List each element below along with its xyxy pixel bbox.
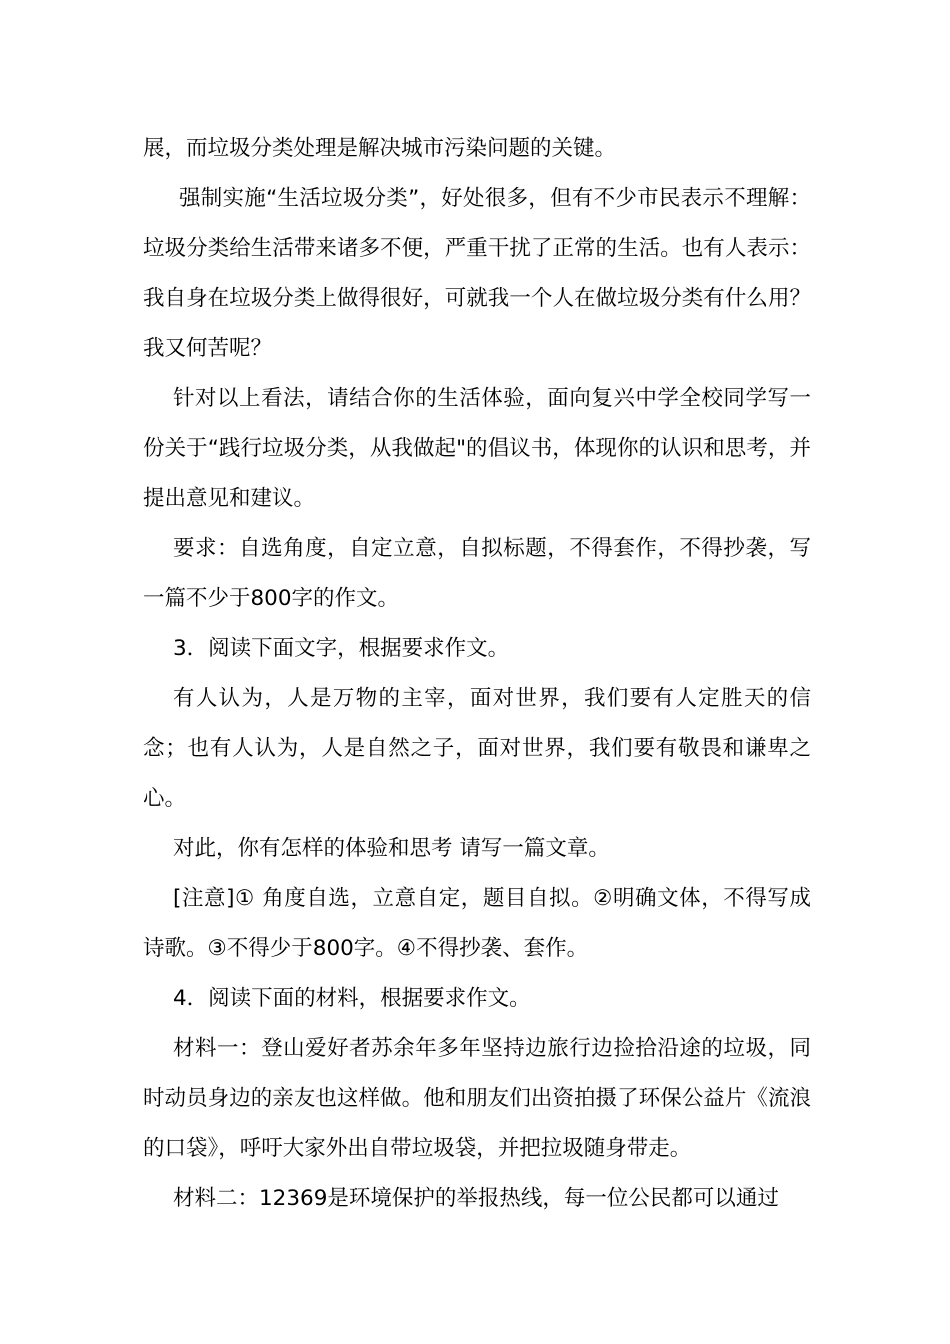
paragraph-human-nature-views: 有人认为，人是万物的主宰，面对世界，我们要有人定胜天的信念；也有人认为，人是自然之子，面对世界，我们要有敬畏和谦卑之心。	[143, 686, 811, 811]
paragraph-notes: [注意]① 角度自选，立意自定，题目自拟。②明确文体，不得写成诗歌。③不得少于800字。④不得抄袭、套作。	[143, 886, 811, 961]
paragraph-material-two: 材料二：12369是环境保护的举报热线，每一位公民都可以通过	[173, 1186, 779, 1211]
paragraph-requirements: 要求：自选角度，自定立意，自拟标题，不得套作，不得抄袭，写一篇不少于800字的作文。	[143, 536, 811, 611]
question-3-heading: 3．阅读下面文字，根据要求作文。	[173, 636, 510, 661]
question-4-heading: 4．阅读下面的材料，根据要求作文。	[173, 986, 531, 1011]
paragraph-material-one: 材料一：登山爱好者苏余年多年坚持边旅行边捡拾沿途的垃圾，同时动员身边的亲友也这样做。他和朋友们出资拍摄了环保公益片《流浪的口袋》，呼吁大家外出自带垃圾袋，并把拉圾随身带走。	[143, 1036, 811, 1161]
paragraph-garbage-sorting-opinions: 强制实施“生活垃圾分类”，好处很多，但有不少市民表示不理解：垃圾分类给生活带来诸多不便，严重干扰了正常的生活。也有人表示：我自身在垃圾分类上做得很好，可就我一个人在做垃圾分类有什么用？我又何苦呢？	[143, 186, 811, 361]
paragraph-task-proposal: 针对以上看法，请结合你的生活体验，面向复兴中学全校同学写一份关于“践行垃圾分类，从我做起"的倡议书，体现你的认识和思考，并提出意见和建议。	[143, 386, 811, 511]
paragraph-continuation: 展，而垃圾分类处理是解决城市污染问题的关键。	[143, 136, 617, 161]
document-body	[143, 124, 811, 1224]
paragraph-prompt: 对此，你有怎样的体验和思考 请写一篇文章。	[173, 836, 610, 861]
